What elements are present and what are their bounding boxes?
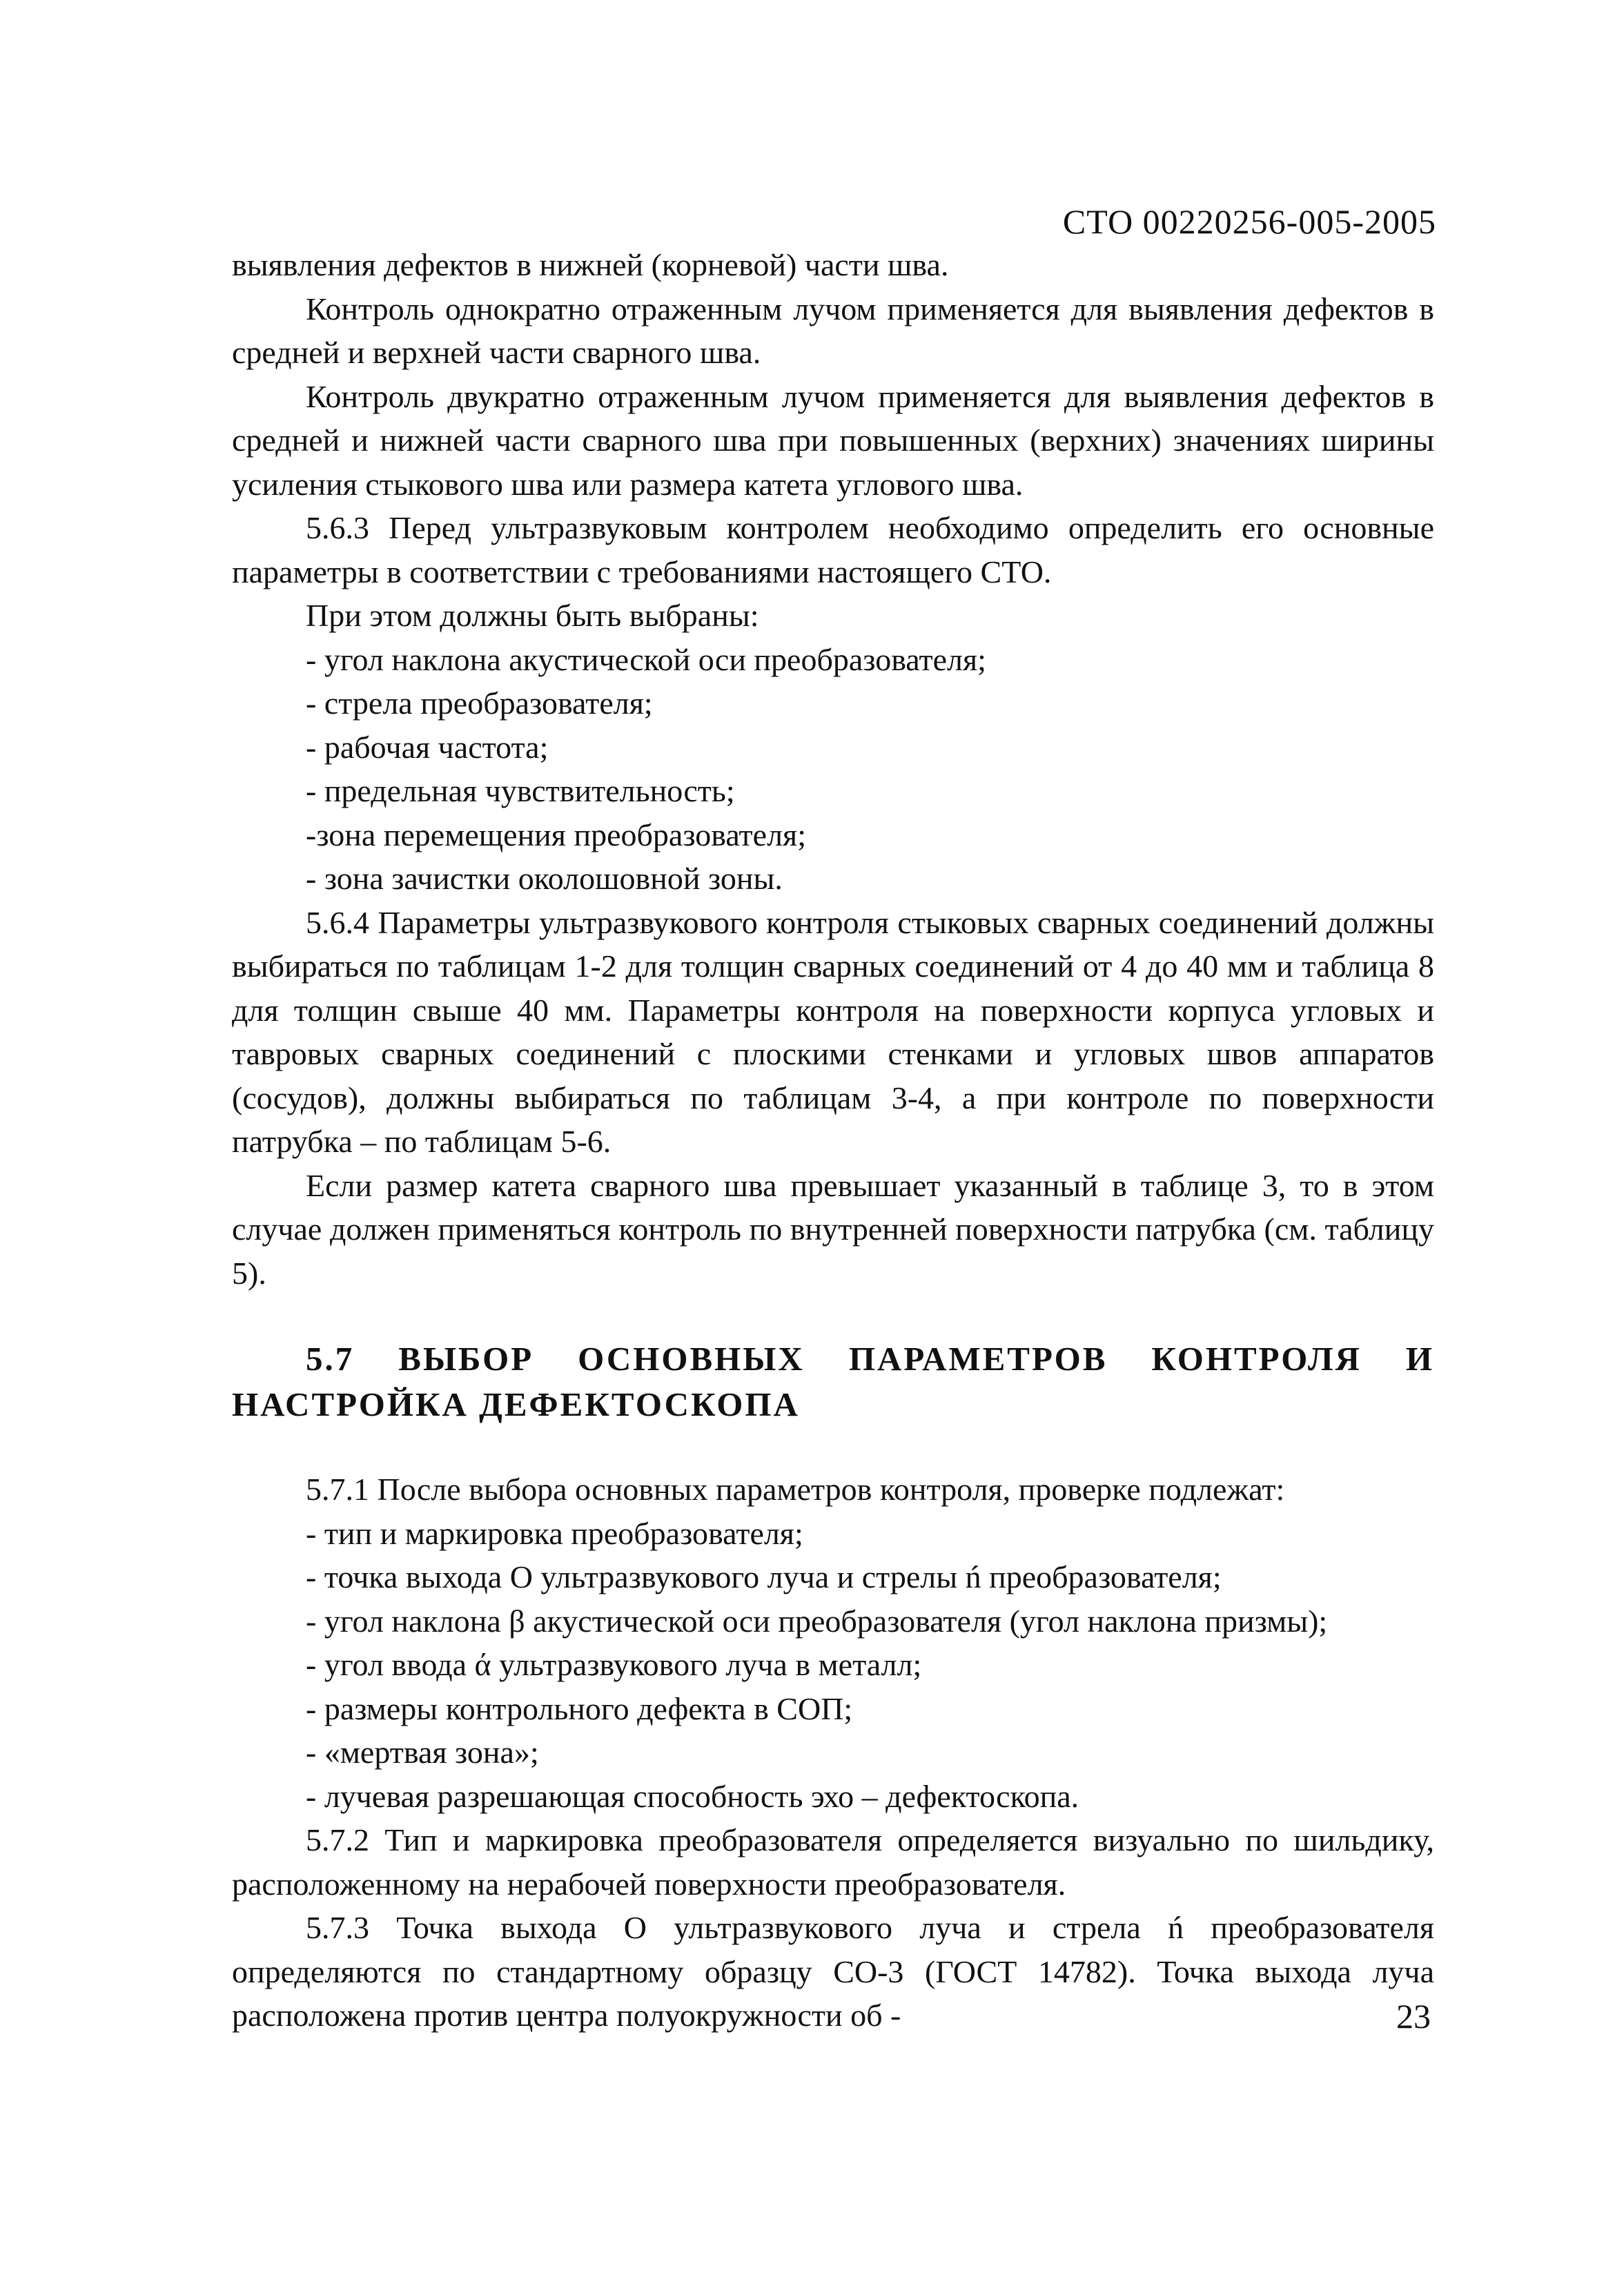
paragraph-5-7-2: 5.7.2 Тип и маркировка преобразователя определяется визуально по шильдику, расположенному на нерабочей поверхности преобразователя.	[232, 1822, 1434, 1902]
paragraph-5-6-3: 5.6.3 Перед ультразвуковым контролем необходимо определить его основные параметры в соответствии с требованиями настоящего СТО.	[232, 510, 1434, 589]
list-item: - угол наклона β акустической оси преобразователя (угол наклона призмы);	[306, 1603, 1328, 1639]
list-item: - тип и маркировка преобразователя;	[306, 1515, 803, 1551]
list-item: - зона зачистки околошовной зоны.	[306, 861, 783, 896]
paragraph-continuation: выявления дефектов в нижней (корневой) части шва.	[232, 247, 949, 282]
paragraph-catheter-size: Если размер катета сварного шва превышает указанный в таблице 3, то в этом случае должен применяться контроль по внутренней поверхности патрубка (см. таблицу 5).	[232, 1167, 1434, 1291]
section-heading: 5.7 ВЫБОР ОСНОВНЫХ ПАРАМЕТРОВ КОНТРОЛЯ И НАСТРОЙКА ДЕФЕКТОСКОПА	[232, 1340, 1434, 1423]
list-item: - стрела преобразователя;	[306, 685, 653, 721]
page-body	[232, 243, 1434, 2038]
paragraph-5-7-1: 5.7.1 После выбора основных параметров контроля, проверке подлежат:	[306, 1472, 1285, 1507]
paragraph-5-6-4: 5.6.4 Параметры ультразвукового контроля стыковых сварных соединений должны выбираться по таблицам 1-2 для толщин сварных соединений от 4 до 40 мм и таблица 8 для толщин свыше 40 мм. Параметры контроля на поверхности корпуса угловых и тавровых сварных соединений с плоскими стенками и угловых швов аппаратов (сосудов), должны выбираться по таблицам 3-4, а при контроле по поверхности патрубка – по таблицам 5-6.	[232, 904, 1434, 1159]
page-number: 23	[1396, 1997, 1431, 2036]
paragraph-double-reflection: Контроль двукратно отраженным лучом применяется для выявления дефектов в средней и нижней части сварного шва при повышенных (верхних) значениях ширины усиления стыкового шва или размера катета углового шва.	[232, 378, 1434, 502]
list-item: - размеры контрольного дефекта в СОП;	[306, 1690, 853, 1726]
list-item: - рабочая частота;	[306, 729, 549, 765]
list-item: - угол ввода ά ультразвукового луча в металл;	[306, 1647, 922, 1682]
list-item: - точка выхода О ультразвукового луча и стрелы ń преобразователя;	[306, 1559, 1222, 1594]
list-item: - «мертвая зона»;	[306, 1735, 539, 1770]
paragraph-single-reflection: Контроль однократно отраженным лучом применяется для выявления дефектов в средней и верхней части сварного шва.	[232, 291, 1434, 370]
paragraph-selection-intro: При этом должны быть выбраны:	[306, 598, 759, 633]
list-item: -зона перемещения преобразователя;	[306, 817, 806, 852]
list-item: - угол наклона акустической оси преобразователя;	[306, 641, 986, 677]
list-item: - предельная чувствительность;	[306, 773, 735, 808]
paragraph-5-7-3: 5.7.3 Точка выхода О ультразвукового луча и стрела ń преобразователя определяются по стандартному образцу СО-3 (ГОСТ 14782). Точка выхода луча расположена против центра полуокружности об -	[232, 1910, 1434, 2033]
list-item: - лучевая разрешающая способность эхо – дефектоскопа.	[306, 1778, 1079, 1814]
document-code: СТО 00220256-005-2005	[1062, 202, 1436, 241]
